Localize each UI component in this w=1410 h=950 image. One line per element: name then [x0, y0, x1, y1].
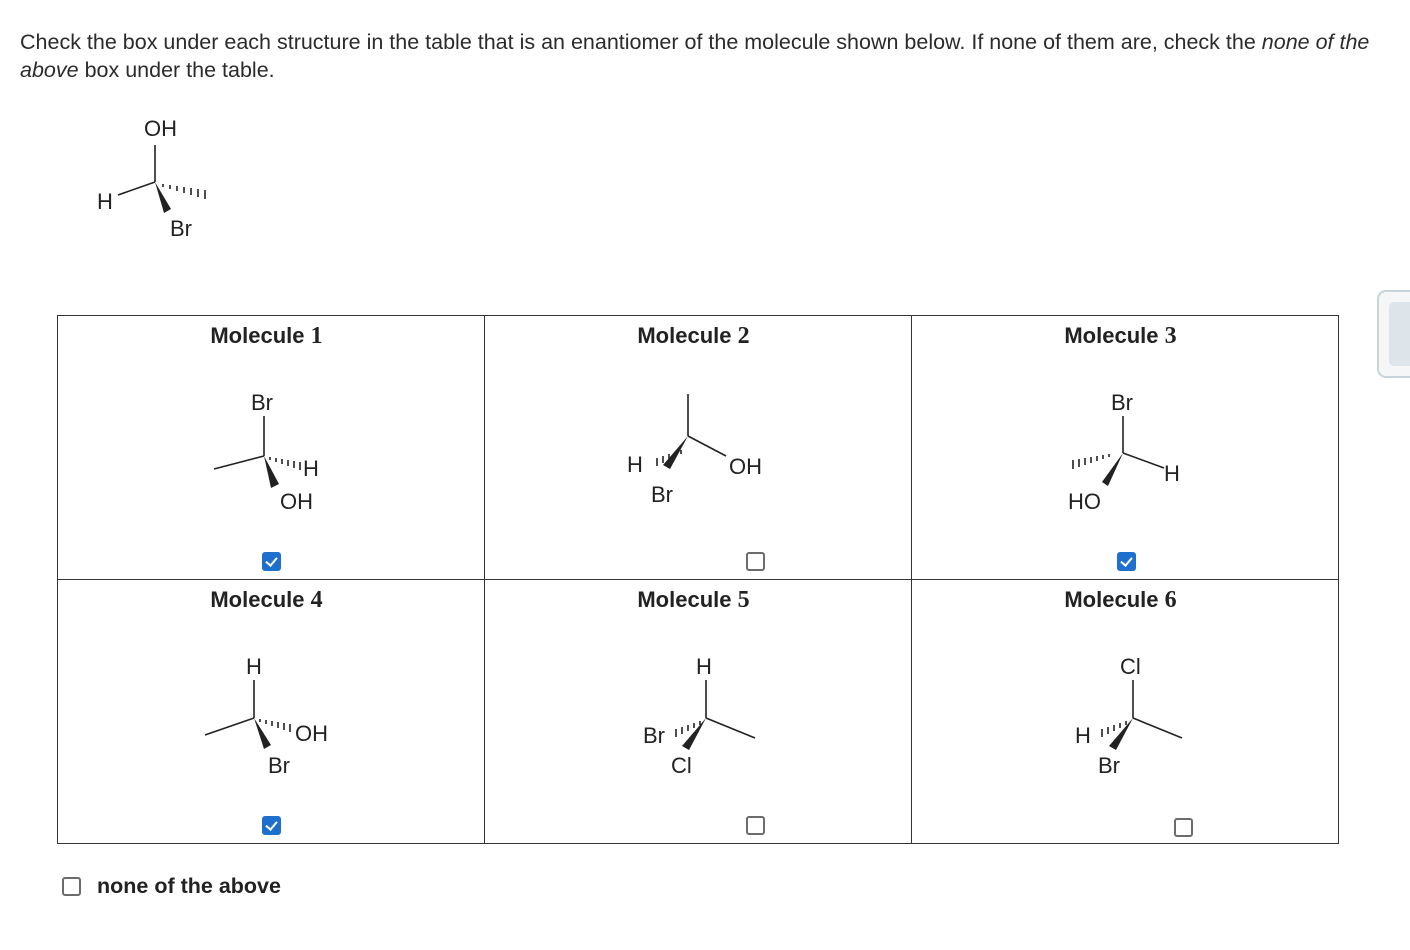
question-instructions [20, 28, 1395, 84]
molecule-1-checkbox[interactable] [262, 552, 281, 571]
ref-bond-left [118, 182, 155, 195]
ref-label-left: H [97, 189, 113, 214]
molecule-2-structure [485, 316, 912, 580]
instructions-text-2: box under the table. [84, 58, 275, 82]
mol2-label-hash: H [627, 452, 643, 477]
mol5-label-top: H [696, 654, 712, 679]
molecule-title: Molecule 5 [637, 587, 750, 613]
none-of-the-above-label: none of the above [97, 874, 281, 898]
none-of-the-above-option[interactable] [62, 874, 281, 899]
mol2-label-wedge: Br [651, 482, 673, 507]
reference-molecule [60, 105, 230, 255]
molecule-4-structure [58, 580, 485, 844]
mol4-label-top: H [246, 654, 262, 679]
mol4-label-hash: OH [295, 721, 328, 746]
molecule-3-structure [912, 316, 1339, 580]
ref-label-top: OH [144, 116, 177, 141]
mol5-label-wedge: Cl [671, 753, 692, 778]
mol4-label-wedge: Br [268, 753, 290, 778]
molecule-title: Molecule 3 [1064, 323, 1177, 349]
molecule-cell-6 [912, 580, 1339, 844]
mol5-label-hash: Br [643, 723, 665, 748]
molecule-cell-5 [485, 580, 912, 844]
molecule-title: Molecule 6 [1064, 587, 1177, 613]
molecule-1-structure [58, 316, 485, 580]
mol1-label-top: Br [251, 390, 273, 415]
instructions-emphasis: none of the above [20, 30, 1370, 82]
none-of-the-above-checkbox[interactable] [62, 877, 81, 896]
molecule-4-checkbox[interactable] [262, 816, 281, 835]
molecule-cell-4 [58, 580, 485, 844]
molecule-5-structure [485, 580, 912, 844]
mol1-label-hash: H [303, 456, 319, 481]
instructions-text-1: Check the box under each structure in the table that is an enantiomer of the molecule shown below. If none of them are, check the [20, 30, 1256, 54]
mol6-label-wedge: Br [1098, 753, 1120, 778]
mol6-label-top: Cl [1120, 654, 1141, 679]
molecule-cell-1 [58, 316, 485, 580]
molecule-6-checkbox[interactable] [1174, 818, 1193, 837]
mol6-label-hash: H [1075, 723, 1091, 748]
molecule-cell-2 [485, 316, 912, 580]
molecule-2-checkbox[interactable] [746, 552, 765, 571]
mol2-label-right: OH [729, 454, 762, 479]
molecule-table [57, 315, 1339, 844]
mol3-label-wedge: HO [1068, 489, 1101, 514]
molecule-title: Molecule 2 [637, 323, 750, 349]
ref-hash-bond [163, 184, 205, 199]
mol3-label-right: H [1164, 461, 1180, 486]
molecule-title: Molecule 4 [210, 587, 323, 613]
molecule-cell-3 [912, 316, 1339, 580]
side-panel-tab[interactable] [1377, 290, 1410, 378]
molecule-3-checkbox[interactable] [1117, 552, 1136, 571]
ref-label-bottom: Br [170, 216, 192, 241]
molecule-6-structure [912, 580, 1339, 844]
molecule-title: Molecule 1 [210, 323, 323, 349]
mol3-label-top: Br [1111, 390, 1133, 415]
molecule-5-checkbox[interactable] [746, 816, 765, 835]
side-panel-tab-icon [1389, 302, 1410, 366]
mol1-label-wedge: OH [280, 489, 313, 514]
